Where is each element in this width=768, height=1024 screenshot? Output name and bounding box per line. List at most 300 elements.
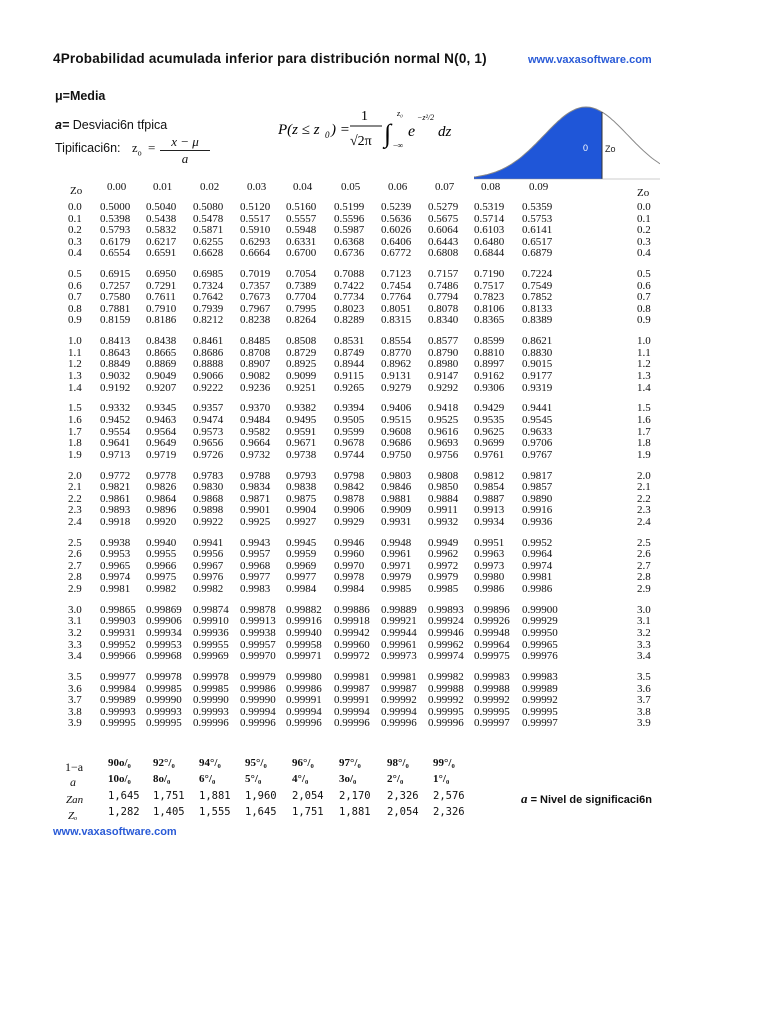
table-cell: 0.9980 xyxy=(474,571,505,584)
table-cell: 0.8599 xyxy=(474,335,505,348)
table-cell: 0.9909 xyxy=(381,504,412,517)
table-cell: 0.8078 xyxy=(428,302,459,315)
zan-value: 2,326 xyxy=(387,790,419,802)
table-cell: 0.9964 xyxy=(522,548,553,561)
table-cell: 0.9974 xyxy=(522,559,553,572)
table-cell: 0.9394 xyxy=(334,402,365,415)
row-z-label-right: 0.3 xyxy=(637,235,651,248)
table-cell: 0.9975 xyxy=(146,571,177,584)
table-cell: 0.99996 xyxy=(428,717,464,730)
table-cell: 0.9936 xyxy=(522,515,553,528)
table-cell: 0.9985 xyxy=(381,582,412,595)
table-cell: 0.7910 xyxy=(146,302,177,315)
table-cell: 0.9966 xyxy=(146,559,177,572)
table-cell: 0.5279 xyxy=(428,201,459,213)
table-cell: 0.9207 xyxy=(146,381,177,394)
table-cell: 0.5714 xyxy=(474,212,505,225)
table-cell: 0.9803 xyxy=(381,469,412,482)
table-cell: 0.9357 xyxy=(193,402,224,415)
row-z-label: 3.3 xyxy=(68,638,82,651)
table-cell: 0.9979 xyxy=(381,571,412,584)
table-cell: 0.9812 xyxy=(474,469,505,482)
table-cell: 0.99993 xyxy=(193,705,229,718)
table-cell: 0.9943 xyxy=(240,536,271,549)
row-z-label: 2.2 xyxy=(68,492,82,505)
table-cell: 0.8133 xyxy=(522,302,553,315)
table-cell: 0.9985 xyxy=(428,582,459,595)
row-z-label: 2.1 xyxy=(68,481,82,494)
table-cell: 0.99984 xyxy=(100,682,136,695)
table-cell: 0.6950 xyxy=(146,268,177,281)
table-cell: 0.99964 xyxy=(474,638,510,651)
table-cell: 0.99996 xyxy=(381,717,417,730)
table-cell: 0.7823 xyxy=(474,291,505,304)
table-cell: 0.9678 xyxy=(334,437,365,450)
table-cell: 0.8962 xyxy=(381,358,412,371)
significance-note xyxy=(521,791,652,807)
row-z-label: 3.1 xyxy=(68,615,82,628)
table-cell: 0.6844 xyxy=(474,247,505,260)
table-cell: 0.99906 xyxy=(146,615,182,628)
bottom-label-zo: Zₒ xyxy=(68,810,78,822)
table-cell: 0.8980 xyxy=(428,358,459,371)
table-cell: 0.99965 xyxy=(522,638,558,651)
sigma-text: Desviaci6n tfpica xyxy=(72,118,168,132)
row-z-label: 1.9 xyxy=(68,448,82,461)
row-z-label: 1.5 xyxy=(68,402,82,415)
table-cell: 0.9625 xyxy=(474,425,505,438)
table-cell: 0.99992 xyxy=(474,694,510,707)
table-cell: 0.99986 xyxy=(240,682,276,695)
table-cell: 0.99988 xyxy=(428,682,464,695)
table-cell: 0.8888 xyxy=(193,358,224,371)
table-cell: 0.7190 xyxy=(474,268,505,281)
table-cell: 0.9940 xyxy=(146,536,177,549)
table-cell: 0.7852 xyxy=(522,291,553,304)
table-cell: 0.9441 xyxy=(522,402,553,415)
row-z-label: 1.4 xyxy=(68,381,82,394)
row-z-label-right: 3.7 xyxy=(637,694,651,707)
row-z-label: 2.8 xyxy=(68,571,82,584)
table-cell: 0.99946 xyxy=(428,627,464,639)
table-cell: 0.9573 xyxy=(193,425,224,438)
table-cell: 0.9948 xyxy=(381,536,412,549)
website-link-top[interactable]: www.vaxasoftware.com xyxy=(528,54,652,66)
table-cell: 0.99973 xyxy=(381,650,417,663)
sigma-symbol: a= xyxy=(55,118,70,132)
table-cell: 0.6103 xyxy=(474,224,505,237)
column-header: 0.06 xyxy=(388,181,408,193)
table-cell: 0.9972 xyxy=(428,559,459,572)
row-z-label-right: 2.8 xyxy=(637,571,651,584)
table-cell: 0.99985 xyxy=(193,682,229,695)
table-cell: 0.6664 xyxy=(240,247,271,260)
table-cell: 0.9893 xyxy=(100,504,131,517)
table-cell: 0.9793 xyxy=(286,469,317,482)
row-z-label-right: 1.7 xyxy=(637,425,651,438)
table-cell: 0.7794 xyxy=(428,291,459,304)
row-z-label: 0.4 xyxy=(68,247,82,260)
bottom-label-confidence: 1−a xyxy=(65,760,84,774)
row-z-label: 1.0 xyxy=(68,335,82,348)
table-cell: 0.9222 xyxy=(193,381,224,394)
table-cell: 0.99995 xyxy=(146,717,182,730)
row-z-label-right: 3.5 xyxy=(637,671,651,684)
table-cell: 0.9932 xyxy=(428,515,459,528)
table-cell: 0.9962 xyxy=(428,548,459,561)
table-cell: 0.5478 xyxy=(193,212,224,225)
table-cell: 0.99940 xyxy=(286,627,322,639)
table-cell: 0.8106 xyxy=(474,302,505,315)
table-cell: 0.9545 xyxy=(522,414,553,426)
table-cell: 0.7486 xyxy=(428,279,459,292)
table-cell: 0.9719 xyxy=(146,448,177,461)
row-z-label: 1.8 xyxy=(68,437,82,450)
table-cell: 0.99993 xyxy=(146,705,182,718)
table-cell: 0.5120 xyxy=(240,201,271,213)
table-cell: 0.5040 xyxy=(146,201,177,213)
table-cell: 0.7881 xyxy=(100,302,131,315)
table-cell: 0.9788 xyxy=(240,469,271,482)
row-z-label-right: 2.7 xyxy=(637,559,651,572)
table-cell: 0.99995 xyxy=(428,705,464,718)
table-cell: 0.7642 xyxy=(193,291,224,304)
zo-value: 1,405 xyxy=(153,806,185,818)
table-cell: 0.7054 xyxy=(286,268,317,281)
table-cell: 0.99990 xyxy=(240,694,276,707)
table-cell: 0.9961 xyxy=(381,548,412,561)
row-z-label: 1.2 xyxy=(68,358,82,371)
table-cell: 0.99960 xyxy=(334,638,370,651)
column-header: 0.09 xyxy=(529,181,549,193)
row-z-label: 3.4 xyxy=(68,650,82,663)
table-cell: 0.5910 xyxy=(240,224,271,237)
significance-symbol: a xyxy=(521,791,528,806)
table-cell: 0.7157 xyxy=(428,268,459,281)
table-cell: 0.9857 xyxy=(522,481,553,494)
bottom-label-alpha: a xyxy=(70,775,76,789)
row-z-label: 0.5 xyxy=(68,268,82,281)
table-cell: 0.6554 xyxy=(100,247,131,260)
row-z-label-right: 1.8 xyxy=(637,437,651,450)
row-z-label: 0.7 xyxy=(68,291,82,304)
table-cell: 0.99987 xyxy=(381,682,417,695)
table-cell: 0.9916 xyxy=(522,504,553,517)
table-cell: 0.8186 xyxy=(146,314,177,327)
table-cell: 0.9983 xyxy=(240,582,271,595)
table-cell: 0.7549 xyxy=(522,279,553,292)
page-title: 4Probabilidad acumulada inferior para distribución normal N(0, 1) xyxy=(53,51,487,66)
row-z-label: 3.5 xyxy=(68,671,82,684)
table-cell: 0.99903 xyxy=(100,615,136,628)
table-cell: 0.7422 xyxy=(334,279,365,292)
significance-text: = Nivel de significaci6n xyxy=(530,794,652,806)
table-cell: 0.8944 xyxy=(334,358,365,371)
row-z-label: 3.7 xyxy=(68,694,82,707)
table-cell: 0.8997 xyxy=(474,358,505,371)
zan-value: 1,645 xyxy=(108,790,140,802)
table-cell: 0.9370 xyxy=(240,402,271,415)
table-cell: 0.9452 xyxy=(100,414,131,426)
table-cell: 0.6141 xyxy=(522,224,553,237)
alpha-level: 6°/₀ xyxy=(199,773,216,785)
table-cell: 0.99874 xyxy=(193,603,229,616)
row-z-label: 1.1 xyxy=(68,346,82,359)
row-z-label-right: 2.2 xyxy=(637,492,651,505)
table-cell: 0.9974 xyxy=(100,571,131,584)
table-cell: 0.9890 xyxy=(522,492,553,505)
table-cell: 0.8315 xyxy=(381,314,412,327)
table-cell: 0.6480 xyxy=(474,235,505,248)
table-cell: 0.9830 xyxy=(193,481,224,494)
table-cell: 0.99983 xyxy=(522,671,558,684)
table-cell: 0.99957 xyxy=(240,638,276,651)
alpha-level: 8o/₀ xyxy=(153,773,171,785)
row-z-label-right: 2.0 xyxy=(637,469,651,482)
alpha-level: 1°/₀ xyxy=(433,773,450,785)
table-cell: 0.99994 xyxy=(381,705,417,718)
table-cell: 0.9345 xyxy=(146,402,177,415)
table-cell: 0.5319 xyxy=(474,201,505,213)
confidence-level: 96°/₀ xyxy=(292,757,314,769)
table-cell: 0.6517 xyxy=(522,235,553,248)
tipificacion-label: Tipificaci6n: xyxy=(55,141,121,155)
table-cell: 0.9798 xyxy=(334,469,365,482)
row-z-label-right: 3.4 xyxy=(637,650,651,663)
table-cell: 0.99913 xyxy=(240,615,276,628)
table-cell: 0.9656 xyxy=(193,437,224,450)
row-z-label: 1.7 xyxy=(68,425,82,438)
table-cell: 0.8708 xyxy=(240,346,271,359)
table-cell: 0.99916 xyxy=(286,615,322,628)
table-cell: 0.6985 xyxy=(193,268,224,281)
table-cell: 0.99979 xyxy=(240,671,276,684)
formula-dz: dz xyxy=(438,124,452,140)
table-cell: 0.9732 xyxy=(240,448,271,461)
table-cell: 0.5871 xyxy=(193,224,224,237)
confidence-level: 99°/₀ xyxy=(433,757,455,769)
table-cell: 0.8023 xyxy=(334,302,365,315)
zan-value: 1,881 xyxy=(199,790,231,802)
confidence-level: 98°/₀ xyxy=(387,757,409,769)
table-cell: 0.99972 xyxy=(334,650,370,663)
table-cell: 0.8849 xyxy=(100,358,131,371)
table-cell: 0.5398 xyxy=(100,212,131,225)
table-cell: 0.9846 xyxy=(381,481,412,494)
table-cell: 0.99981 xyxy=(381,671,417,684)
table-cell: 0.9279 xyxy=(381,381,412,394)
table-cell: 0.9463 xyxy=(146,414,177,426)
table-cell: 0.8389 xyxy=(522,314,553,327)
table-cell: 0.9750 xyxy=(381,448,412,461)
table-cell: 0.8340 xyxy=(428,314,459,327)
table-cell: 0.99990 xyxy=(193,694,229,707)
table-cell: 0.5199 xyxy=(334,201,365,213)
table-cell: 0.9953 xyxy=(100,548,131,561)
table-cell: 0.99865 xyxy=(100,603,136,616)
table-cell: 0.9332 xyxy=(100,402,131,415)
table-cell: 0.9901 xyxy=(240,504,271,517)
table-cell: 0.9986 xyxy=(474,582,505,595)
table-cell: 0.9474 xyxy=(193,414,224,426)
table-cell: 0.99996 xyxy=(240,717,276,730)
table-cell: 0.99921 xyxy=(381,615,417,628)
alpha-level: 10o/₀ xyxy=(108,773,131,785)
table-cell: 0.7224 xyxy=(522,268,553,281)
formula-lhs-close: ) = xyxy=(331,122,350,138)
table-cell: 0.9418 xyxy=(428,402,459,415)
table-cell: 0.5080 xyxy=(193,201,224,213)
table-cell: 0.9922 xyxy=(193,515,224,528)
table-cell: 0.9938 xyxy=(100,536,131,549)
table-cell: 0.9982 xyxy=(193,582,224,595)
table-cell: 0.6179 xyxy=(100,235,131,248)
table-cell: 0.99950 xyxy=(522,627,558,639)
table-cell: 0.9927 xyxy=(286,515,317,528)
table-cell: 0.9671 xyxy=(286,437,317,450)
row-z-label: 2.5 xyxy=(68,536,82,549)
row-z-label: 2.4 xyxy=(68,515,82,528)
table-cell: 0.99961 xyxy=(381,638,417,651)
table-cell: 0.99931 xyxy=(100,627,136,639)
table-cell: 0.9925 xyxy=(240,515,271,528)
table-cell: 0.9015 xyxy=(522,358,553,371)
table-cell: 0.9515 xyxy=(381,414,412,426)
table-cell: 0.5636 xyxy=(381,212,412,225)
table-cell: 0.99991 xyxy=(286,694,322,707)
table-cell: 0.99988 xyxy=(474,682,510,695)
website-link-bottom[interactable]: www.vaxasoftware.com xyxy=(53,826,177,838)
zan-value: 2,576 xyxy=(433,790,465,802)
table-cell: 0.99981 xyxy=(334,671,370,684)
table-cell: 0.9738 xyxy=(286,448,317,461)
table-cell: 0.9633 xyxy=(522,425,553,438)
table-cell: 0.6406 xyxy=(381,235,412,248)
table-cell: 0.9699 xyxy=(474,437,505,450)
table-cell: 0.9963 xyxy=(474,548,505,561)
table-cell: 0.9761 xyxy=(474,448,505,461)
row-z-label: 0.8 xyxy=(68,302,82,315)
table-cell: 0.9967 xyxy=(193,559,224,572)
table-cell: 0.7704 xyxy=(286,291,317,304)
table-cell: 0.9406 xyxy=(381,402,412,415)
row-z-label-right: 0.9 xyxy=(637,314,651,327)
row-z-label: 0.9 xyxy=(68,314,82,327)
table-cell: 0.9871 xyxy=(240,492,271,505)
formula-sqrt: √2π xyxy=(350,134,372,149)
table-cell: 0.9965 xyxy=(100,559,131,572)
table-cell: 0.99896 xyxy=(474,603,510,616)
table-cell: 0.7123 xyxy=(381,268,412,281)
table-cell: 0.9608 xyxy=(381,425,412,438)
table-cell: 0.9881 xyxy=(381,492,412,505)
table-cell: 0.8461 xyxy=(193,335,224,348)
table-cell: 0.5675 xyxy=(428,212,459,225)
table-cell: 0.9884 xyxy=(428,492,459,505)
table-cell: 0.99953 xyxy=(146,638,182,651)
fraction-denominator: a xyxy=(181,151,189,166)
row-z-label-right: 0.4 xyxy=(637,247,651,260)
row-z-label-right: 3.2 xyxy=(637,627,651,639)
table-cell: 0.5239 xyxy=(381,201,412,213)
zan-value: 2,054 xyxy=(292,790,324,802)
table-cell: 0.99942 xyxy=(334,627,370,639)
table-cell: 0.9591 xyxy=(286,425,317,438)
row-z-label-right: 1.3 xyxy=(637,369,651,382)
table-cell: 0.99966 xyxy=(100,650,136,663)
row-z-label-right: 1.9 xyxy=(637,448,651,461)
formula-lower-limit: −∞ xyxy=(393,141,404,150)
table-cell: 0.7389 xyxy=(286,279,317,292)
table-cell: 0.9984 xyxy=(334,582,365,595)
table-cell: 0.9162 xyxy=(474,369,505,382)
table-cell: 0.8413 xyxy=(100,335,131,348)
row-z-label-right: 2.4 xyxy=(637,515,651,528)
table-cell: 0.8790 xyxy=(428,346,459,359)
zan-value: 1,751 xyxy=(153,790,185,802)
table-cell: 0.5359 xyxy=(522,201,553,213)
zo-value: 1,751 xyxy=(292,806,324,818)
table-cell: 0.9986 xyxy=(522,582,553,595)
row-z-label: 0.1 xyxy=(68,212,82,225)
table-cell: 0.6915 xyxy=(100,268,131,281)
table-cell: 0.7357 xyxy=(240,279,271,292)
table-cell: 0.9826 xyxy=(146,481,177,494)
table-cell: 0.9808 xyxy=(428,469,459,482)
table-cell: 0.99978 xyxy=(193,671,229,684)
table-cell: 0.7291 xyxy=(146,279,177,292)
confidence-level: 95°/₀ xyxy=(245,757,267,769)
tipificacion-equals: = xyxy=(148,140,156,155)
table-cell: 0.9979 xyxy=(428,571,459,584)
table-cell: 0.8485 xyxy=(240,335,271,348)
table-cell: 0.99995 xyxy=(474,705,510,718)
table-cell: 0.5160 xyxy=(286,201,317,213)
zo-value: 2,054 xyxy=(387,806,419,818)
table-cell: 0.9906 xyxy=(334,504,365,517)
row-z-label: 0.2 xyxy=(68,224,82,237)
table-cell: 0.9934 xyxy=(474,515,505,528)
row-z-label-right: 1.4 xyxy=(637,381,651,394)
table-cell: 0.99993 xyxy=(100,705,136,718)
table-cell: 0.8665 xyxy=(146,346,177,359)
row-z-label-right: 2.3 xyxy=(637,504,651,517)
table-cell: 0.99974 xyxy=(428,650,464,663)
table-cell: 0.9726 xyxy=(193,448,224,461)
table-cell: 0.99969 xyxy=(193,650,229,663)
table-cell: 0.8438 xyxy=(146,335,177,348)
table-cell: 0.99994 xyxy=(240,705,276,718)
table-cell: 0.9854 xyxy=(474,481,505,494)
table-cell: 0.8159 xyxy=(100,314,131,327)
row-z-label-right: 1.5 xyxy=(637,402,651,415)
table-cell: 0.99978 xyxy=(146,671,182,684)
table-cell: 0.99889 xyxy=(381,603,417,616)
fraction-numerator: x − μ xyxy=(160,134,210,151)
table-cell: 0.9959 xyxy=(286,548,317,561)
table-cell: 0.99986 xyxy=(286,682,322,695)
table-cell: 0.7324 xyxy=(193,279,224,292)
row-z-label: 2.7 xyxy=(68,559,82,572)
row-z-label-right: 0.8 xyxy=(637,302,651,315)
zo-value: 1,555 xyxy=(199,806,231,818)
table-corner-left: Zo xyxy=(70,185,83,197)
table-cell: 0.7517 xyxy=(474,279,505,292)
formula-integral: ∫ xyxy=(384,119,392,148)
table-cell: 0.99878 xyxy=(240,603,276,616)
table-cell: 0.6064 xyxy=(428,224,459,237)
table-cell: 0.9265 xyxy=(334,381,365,394)
